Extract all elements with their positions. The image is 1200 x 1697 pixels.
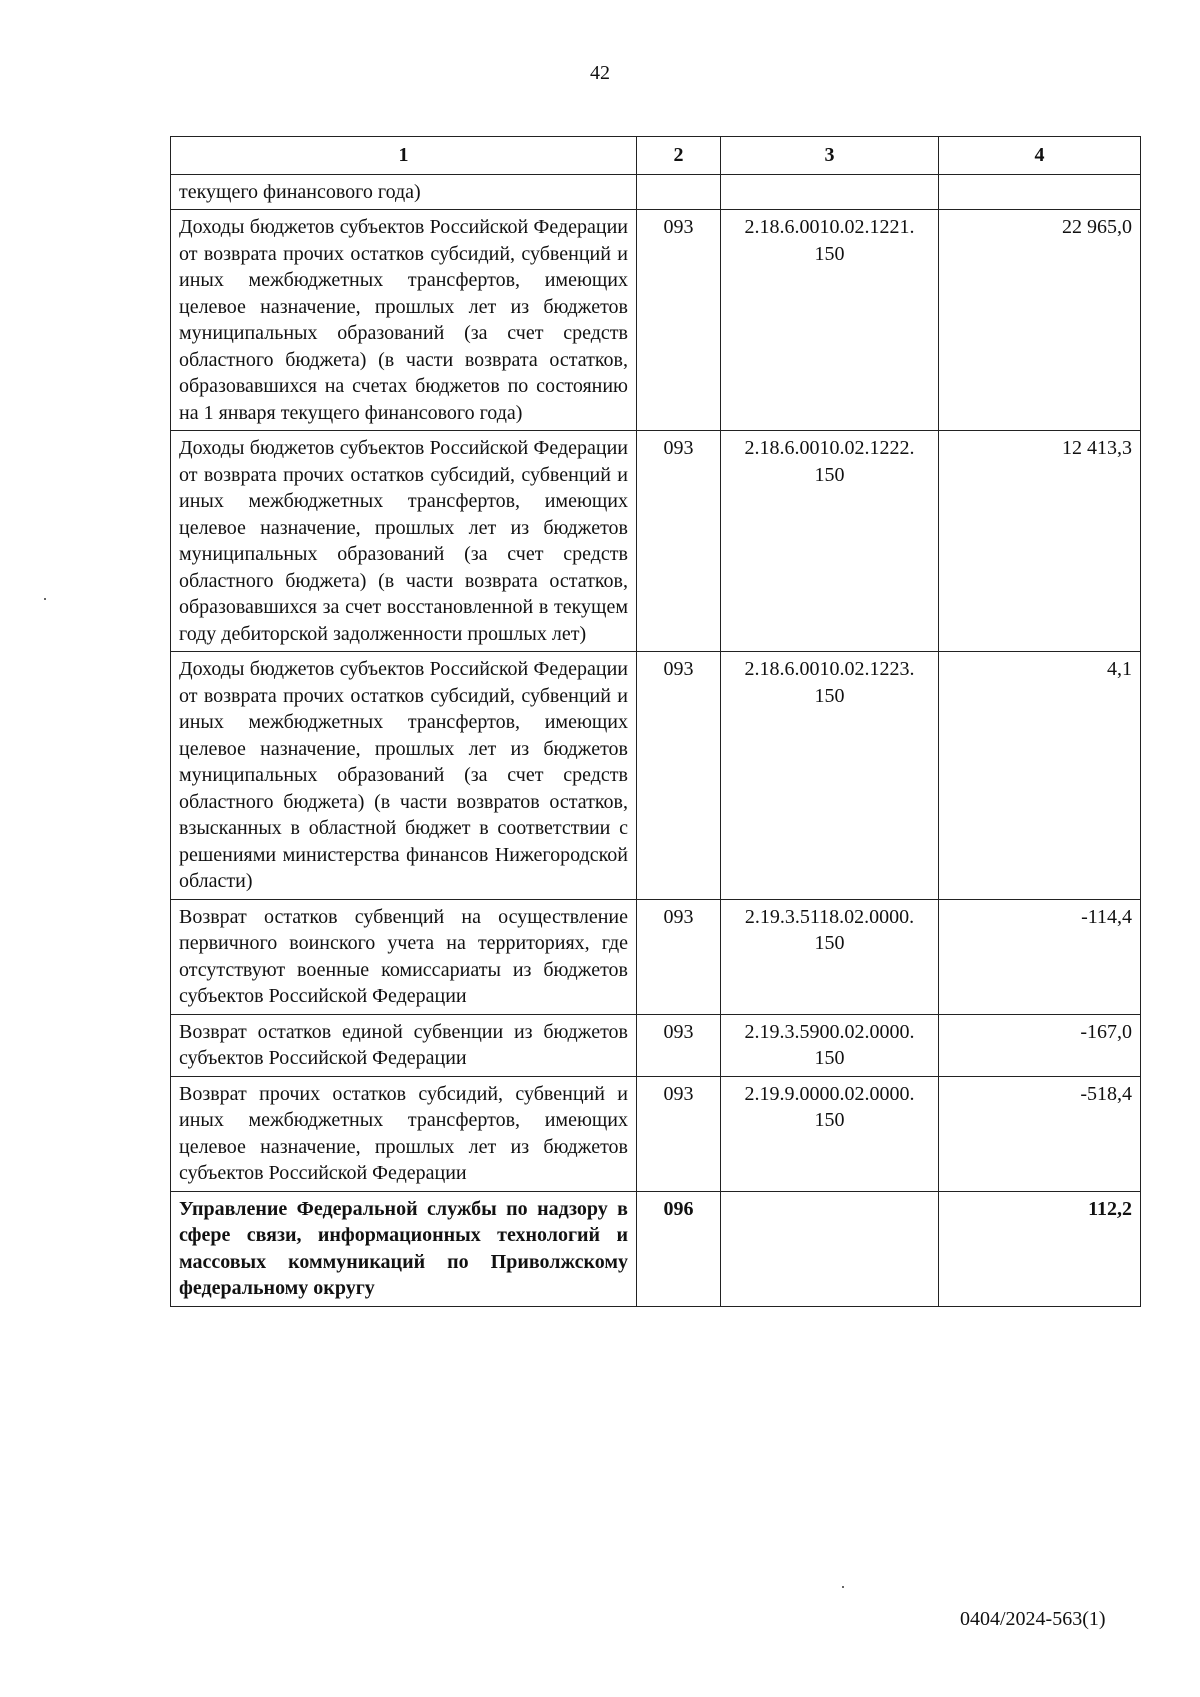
- row-code: 2.18.6.0010.02.1223. 150: [721, 652, 939, 900]
- table-row: [171, 652, 1141, 900]
- column-header-4: 4: [939, 137, 1141, 175]
- row-amount: [939, 174, 1141, 210]
- column-header-3: 3: [721, 137, 939, 175]
- row-code: 2.18.6.0010.02.1222. 150: [721, 431, 939, 652]
- row-amount: 12 413,3: [939, 431, 1141, 652]
- row-chapter: 093: [637, 431, 721, 652]
- row-amount: 22 965,0: [939, 210, 1141, 431]
- row-code: 2.19.3.5118.02.0000. 150: [721, 899, 939, 1014]
- table-header: [171, 137, 1141, 175]
- row-description: Доходы бюджетов субъектов Российской Федерации от возврата прочих остатков субсидий, субвенций и иных межбюджетных трансфертов, имеющих целевое назначение, прошлых лет из бюджетов муниципальных образований (за счет средств областного бюджета) (в части возврата остатков, образовавшихся за счет восстановленной в текущем году дебиторской задолженности прошлых лет): [171, 431, 637, 652]
- row-chapter: 093: [637, 1014, 721, 1076]
- header-row: [171, 137, 1141, 175]
- table-row: [171, 1076, 1141, 1191]
- row-code: 2.18.6.0010.02.1221. 150: [721, 210, 939, 431]
- row-code: [721, 174, 939, 210]
- table-row: [171, 431, 1141, 652]
- table-row: [171, 174, 1141, 210]
- row-code: [721, 1191, 939, 1306]
- row-code: 2.19.3.5900.02.0000. 150: [721, 1014, 939, 1076]
- table-row: [171, 1014, 1141, 1076]
- row-description: Возврат остатков единой субвенции из бюджетов субъектов Российской Федерации: [171, 1014, 637, 1076]
- budget-table: [170, 136, 1141, 1307]
- row-amount: -114,4: [939, 899, 1141, 1014]
- row-description: Возврат прочих остатков субсидий, субвенций и иных межбюджетных трансфертов, имеющих целевое назначение, прошлых лет из бюджетов субъектов Российской Федерации: [171, 1076, 637, 1191]
- row-chapter: 093: [637, 1076, 721, 1191]
- table-row: [171, 210, 1141, 431]
- row-chapter: 093: [637, 210, 721, 431]
- table-row-total: [171, 1191, 1141, 1306]
- row-chapter: 093: [637, 652, 721, 900]
- row-description: текущего финансового года): [171, 174, 637, 210]
- table-row: [171, 899, 1141, 1014]
- row-code: 2.19.9.0000.02.0000. 150: [721, 1076, 939, 1191]
- row-description: Возврат остатков субвенций на осуществление первичного воинского учета на территориях, где отсутствуют военные комиссариаты из бюджетов субъектов Российской Федерации: [171, 899, 637, 1014]
- row-chapter: 093: [637, 899, 721, 1014]
- row-amount: 4,1: [939, 652, 1141, 900]
- document-reference-code: 0404/2024-563(1): [960, 1608, 1106, 1630]
- row-chapter: 096: [637, 1191, 721, 1306]
- row-amount: 112,2: [939, 1191, 1141, 1306]
- row-description: Доходы бюджетов субъектов Российской Федерации от возврата прочих остатков субсидий, субвенций и иных межбюджетных трансфертов, имеющих целевое назначение, прошлых лет из бюджетов муниципальных образований (за счет средств областного бюджета) (в части возврата остатков, образовавшихся на счетах бюджетов по состоянию на 1 января текущего финансового года): [171, 210, 637, 431]
- row-description: Доходы бюджетов субъектов Российской Федерации от возврата прочих остатков субсидий, субвенций и иных межбюджетных трансфертов, имеющих целевое назначение, прошлых лет из бюджетов муниципальных образований (за счет средств областного бюджета) (в части возвратов остатков, взысканных в областной бюджет в соответствии с решениями министерства финансов Нижегородской области): [171, 652, 637, 900]
- row-amount: -167,0: [939, 1014, 1141, 1076]
- row-chapter: [637, 174, 721, 210]
- scan-speck: [842, 1586, 844, 1588]
- column-header-1: 1: [171, 137, 637, 175]
- table-body: [171, 174, 1141, 1306]
- row-amount: -518,4: [939, 1076, 1141, 1191]
- scan-speck: [44, 598, 46, 600]
- column-header-2: 2: [637, 137, 721, 175]
- page-number: 42: [590, 62, 610, 84]
- row-description: Управление Федеральной службы по надзору в сфере связи, информационных технологий и массовых коммуникаций по Приволжскому федеральному округу: [171, 1191, 637, 1306]
